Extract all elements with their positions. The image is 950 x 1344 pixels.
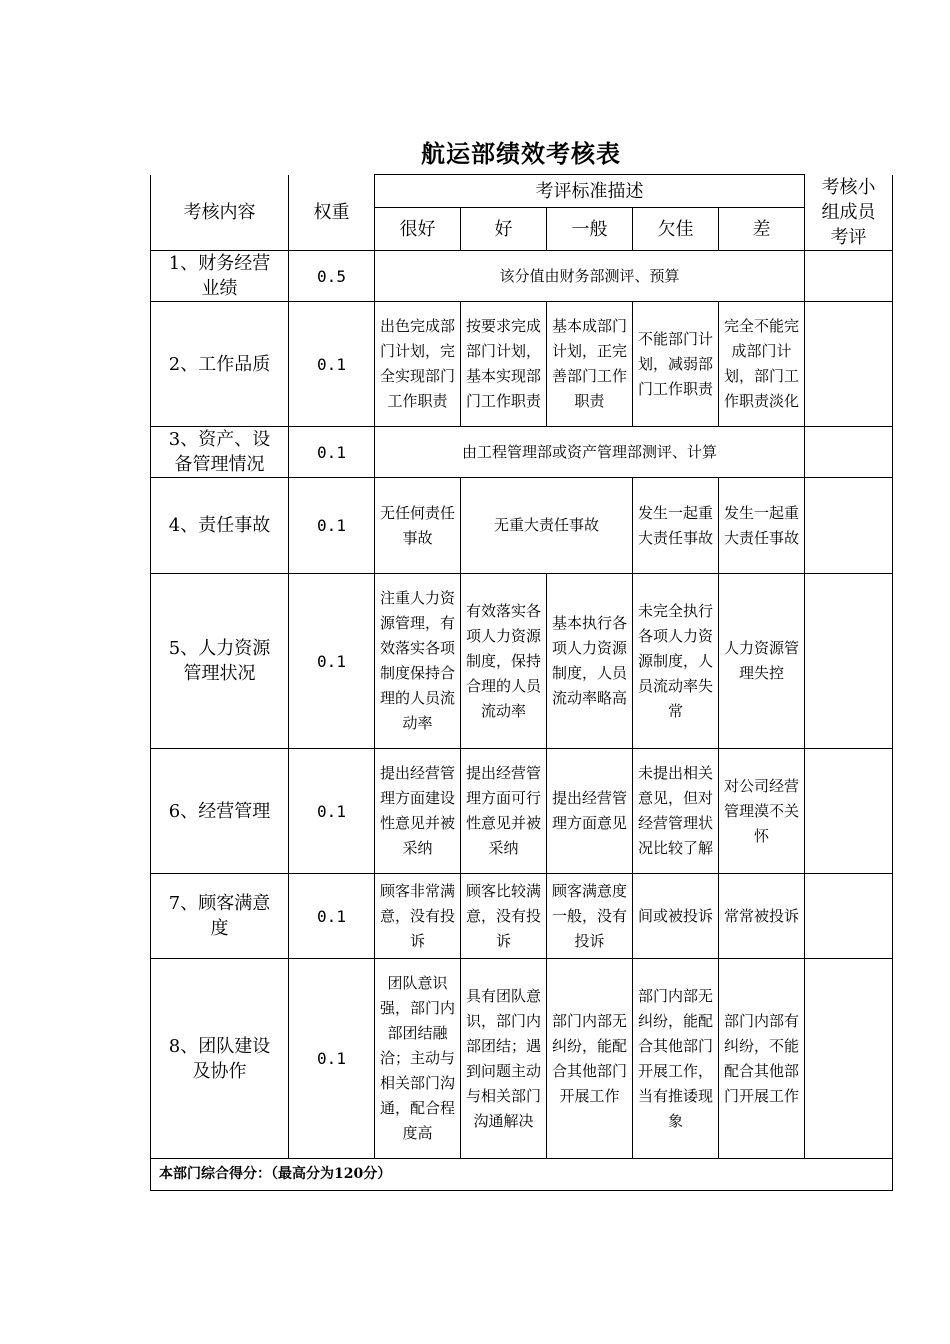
- criteria-cell: 基本执行各项人力资源制度，人员流动率略高: [547, 574, 633, 749]
- table-row: [151, 959, 893, 1159]
- team-review-cell[interactable]: [805, 302, 893, 427]
- criteria-cell: 部门内部无纠纷，能配合其他部门开展工作，当有推诿现象: [633, 959, 719, 1159]
- header-content: 考核内容: [151, 175, 289, 251]
- criteria-cell: 提出经营管理方面建设性意见并被采纳: [375, 749, 461, 874]
- table-row: [151, 874, 893, 959]
- criteria-cell: 不能部门计划，减弱部门工作职责: [633, 302, 719, 427]
- criteria-cell: 完全不能完成部门计划，部门工作职责淡化: [719, 302, 805, 427]
- row-item: 1、财务经营业绩: [151, 251, 289, 302]
- criteria-cell: 提出经营管理方面可行性意见并被采纳: [461, 749, 547, 874]
- table-row: [151, 749, 893, 874]
- criteria-cell: 发生一起重大责任事故: [633, 478, 719, 574]
- row-merged-note: 该分值由财务部测评、预算: [375, 251, 805, 302]
- table-row: [151, 251, 893, 302]
- row-item: 6、经营管理: [151, 749, 289, 874]
- criteria-cell: 注重人力资源管理，有效落实各项制度保持合理的人员流动率: [375, 574, 461, 749]
- assessment-table: [150, 174, 893, 1191]
- row-item: 7、顾客满意度: [151, 874, 289, 959]
- team-review-cell[interactable]: [805, 574, 893, 749]
- table-row: [151, 478, 893, 574]
- row-weight: 0.1: [289, 478, 375, 574]
- table-row: [151, 427, 893, 478]
- criteria-cell: 无重大责任事故: [461, 478, 633, 574]
- row-item: 2、工作品质: [151, 302, 289, 427]
- table-row: [151, 574, 893, 749]
- team-review-cell[interactable]: [805, 427, 893, 478]
- criteria-cell: 顾客非常满意，没有投诉: [375, 874, 461, 959]
- criteria-cell: 顾客满意度一般，没有投诉: [547, 874, 633, 959]
- row-weight: 0.1: [289, 959, 375, 1159]
- row-weight: 0.5: [289, 251, 375, 302]
- row-item: 5、人力资源管理状况: [151, 574, 289, 749]
- row-item: 3、资产、设备管理情况: [151, 427, 289, 478]
- team-review-cell[interactable]: [805, 874, 893, 959]
- criteria-cell: 顾客比较满意，没有投诉: [461, 874, 547, 959]
- criteria-cell: 具有团队意识，部门内部团结；遇到问题主动与相关部门沟通解决: [461, 959, 547, 1159]
- criteria-cell: 常常被投诉: [719, 874, 805, 959]
- team-review-cell[interactable]: [805, 749, 893, 874]
- row-weight: 0.1: [289, 574, 375, 749]
- team-review-cell[interactable]: [805, 251, 893, 302]
- criteria-cell: 有效落实各项人力资源制度，保持合理的人员流动率: [461, 574, 547, 749]
- level-good: 好: [461, 208, 547, 251]
- row-weight: 0.1: [289, 302, 375, 427]
- row-item: 4、责任事故: [151, 478, 289, 574]
- header-team-review: 考核小组成员考评: [805, 175, 893, 251]
- criteria-cell: 发生一起重大责任事故: [719, 478, 805, 574]
- team-review-cell[interactable]: [805, 478, 893, 574]
- criteria-cell: 按要求完成部门计划，基本实现部门工作职责: [461, 302, 547, 427]
- criteria-cell: 未完全执行各项人力资源制度，人员流动率失常: [633, 574, 719, 749]
- row-weight: 0.1: [289, 427, 375, 478]
- page-title: 航运部绩效考核表: [421, 139, 621, 168]
- level-average: 一般: [547, 208, 633, 251]
- table-row: [151, 302, 893, 427]
- criteria-cell: 出色完成部门计划，完全实现部门工作职责: [375, 302, 461, 427]
- level-very-good: 很好: [375, 208, 461, 251]
- header-standard: 考评标准描述: [375, 175, 805, 208]
- level-poor: 欠佳: [633, 208, 719, 251]
- level-bad: 差: [719, 208, 805, 251]
- team-review-cell[interactable]: [805, 959, 893, 1159]
- row-item: 8、团队建设及协作: [151, 959, 289, 1159]
- criteria-cell: 基本成部门计划，正完善部门工作职责: [547, 302, 633, 427]
- criteria-cell: 间或被投诉: [633, 874, 719, 959]
- table-footer-row: [151, 1159, 893, 1191]
- criteria-cell: 提出经营管理方面意见: [547, 749, 633, 874]
- header-weight: 权重: [289, 175, 375, 251]
- row-weight: 0.1: [289, 874, 375, 959]
- row-merged-note: 由工程管理部或资产管理部测评、计算: [375, 427, 805, 478]
- criteria-cell: 未提出相关意见，但对经营管理状况比较了解: [633, 749, 719, 874]
- criteria-cell: 人力资源管理失控: [719, 574, 805, 749]
- total-score-label: 本部门综合得分：（最高分为120分）: [151, 1159, 893, 1191]
- row-weight: 0.1: [289, 749, 375, 874]
- criteria-cell: 对公司经营管理漠不关怀: [719, 749, 805, 874]
- criteria-cell: 无任何责任事故: [375, 478, 461, 574]
- criteria-cell: 部门内部有纠纷，不能配合其他部门开展工作: [719, 959, 805, 1159]
- criteria-cell: 部门内部无纠纷，能配合其他部门开展工作: [547, 959, 633, 1159]
- criteria-cell: 团队意识强，部门内部团结融洽；主动与相关部门沟通，配合程度高: [375, 959, 461, 1159]
